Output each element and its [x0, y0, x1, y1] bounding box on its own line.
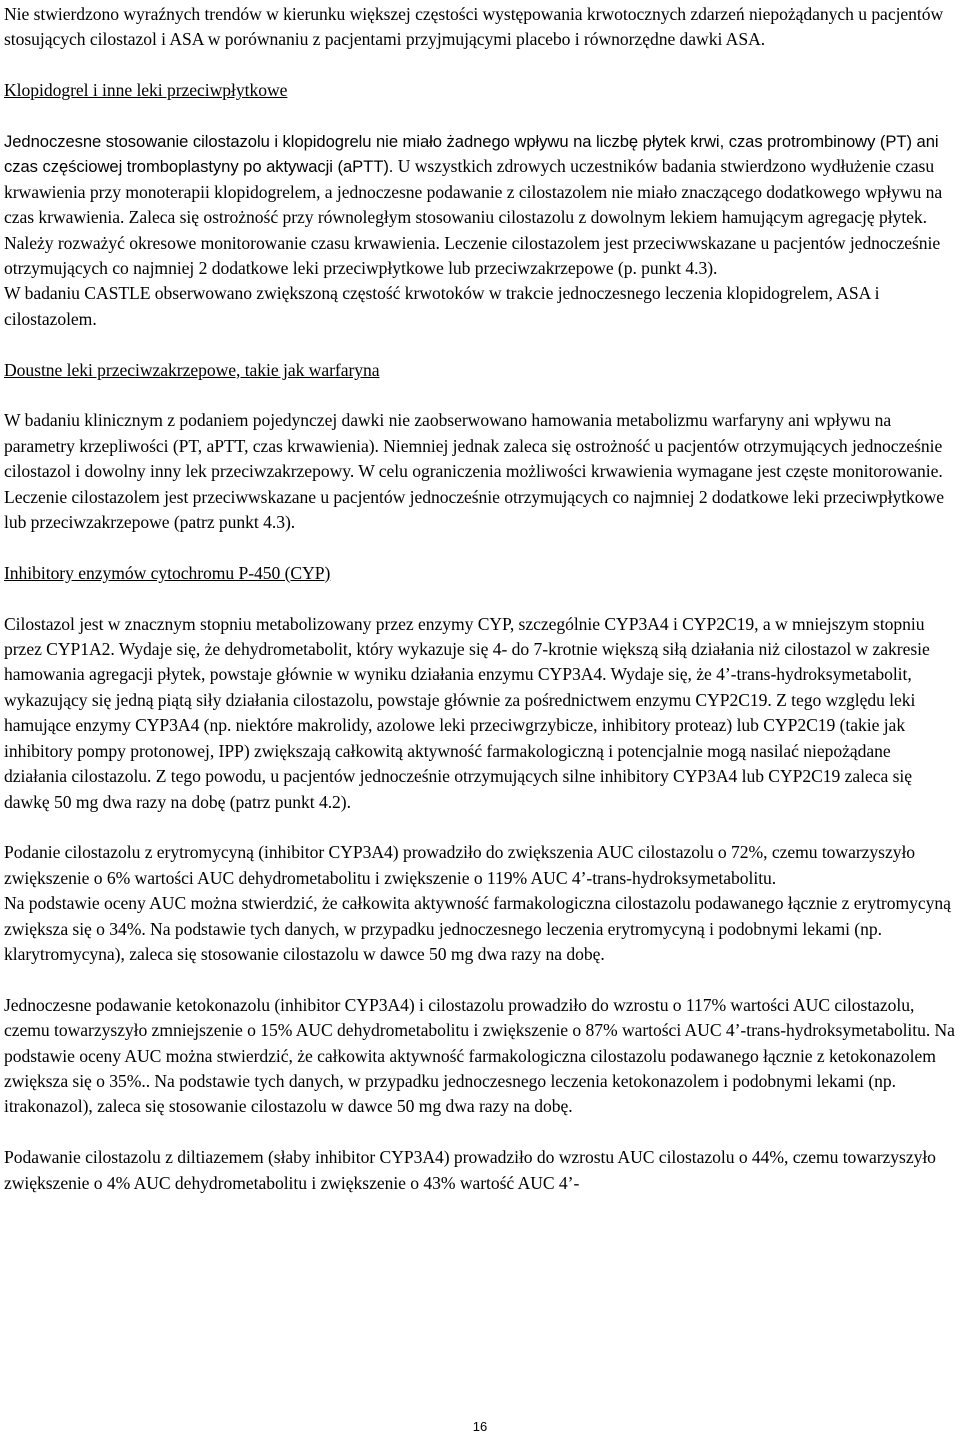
cyp-paragraph-2: Podanie cilostazolu z erytromycyną (inhibitor CYP3A4) prowadziło do zwiększenia AUC cilostazolu o 72%, czemu towarzyszyło zwiększenie o 6% wartości AUC dehydrometabolitu i zwiększenie o 119% AUC 4’-trans-hydroksymetabolitu.: [4, 842, 916, 888]
spacer: [4, 332, 956, 357]
intro-paragraph: Nie stwierdzono wyraźnych trendów w kierunku większej częstości występowania krwotocznych zdarzeń niepożądanych u pacjentów stosujących cilostazol i ASA w porównaniu z pacjentami przyjmującymi placebo i równorzędne dawki ASA.: [4, 4, 944, 50]
section-heading-cyp: Inhibitory enzymów cytochromu P-450 (CYP): [4, 562, 331, 583]
spacer: [4, 967, 956, 992]
clopidogrel-paragraph-1-sans-part: Jednoczesne stosowanie cilostazolu i klopidogrelu nie miało żadnego wpływu na liczbę płytek krwi, czas protrombinowy (PT) ani czas częściowej tromboplastyny po aktywacji (aPTT).: [4, 132, 939, 177]
section-heading-anticoagulants: Doustne leki przeciwzakrzepowe, takie jak warfaryna: [4, 359, 380, 380]
spacer: [4, 535, 956, 560]
spacer: [4, 815, 956, 840]
clopidogrel-paragraph-1: [4, 129, 956, 281]
anticoagulants-paragraph-1: W badaniu klinicznym z podaniem pojedynczej dawki nie zaobserwowano hamowania metabolizmu warfaryny ani wpływu na parametry krzepliwości (PT, aPTT, czas krwawienia). Niemniej jednak zaleca się ostrożność u pacjentów otrzymujących jednocześnie cilostazol i dowolny inny lek przeciwzakrzepowy. W celu ograniczenia możliwości krwawienia wymagane jest częste monitorowanie.: [4, 410, 943, 482]
spacer: [4, 586, 956, 611]
spacer: [4, 383, 956, 408]
page-number: 16: [472, 1419, 488, 1434]
clopidogrel-paragraph-2: W badaniu CASTLE obserwowano zwiększoną częstość krwotoków w trakcie jednoczesnego leczenia klopidogrelem, ASA i cilostazolem.: [4, 283, 880, 329]
anticoagulants-paragraph-2: Leczenie cilostazolem jest przeciwwskazane u pacjentów jednocześnie otrzymujących co najmniej 2 dodatkowe leki przeciwpłytkowe lub przeciwzakrzepowe (patrz punkt 4.3).: [4, 486, 944, 533]
document-body: [4, 2, 956, 1196]
section-heading-clopidogrel: Klopidogrel i inne leki przeciwpłytkowe: [4, 80, 288, 101]
spacer: [4, 104, 956, 129]
cyp-paragraph-4: Jednoczesne podawanie ketokonazolu (inhibitor CYP3A4) i cilostazolu prowadziło do wzrostu o 117% wartości AUC cilostazolu, czemu towarzyszyło zmniejszenie o 15% AUC dehydrometabolitu i zwiększenie o 87% wartości AUC 4’-trans-hydroksymetabolitu. Na podstawie oceny AUC można stwierdzić, że całkowita aktywność farmakologiczna cilostazolu podawanego łącznie z ketokonazolem zwiększa się o 35%.. Na podstawie tych danych, w przypadku jednoczesnego leczenia ketokonazolem i podobnymi lekami (np. itrakonazol), zaleca się stosowanie cilostazolu w dawce 50 mg dwa razy na dobę.: [4, 994, 955, 1117]
spacer: [4, 1120, 956, 1145]
cyp-paragraph-5: Podawanie cilostazolu z diltiazemem (słaby inhibitor CYP3A4) prowadziło do wzrostu AUC cilostazolu o 44%, czemu towarzyszyło zwiększenie o 4% AUC dehydrometabolitu i zwiększenie o 43% wartość AUC 4’-: [4, 1147, 936, 1193]
cyp-paragraph-1: Cilostazol jest w znacznym stopniu metabolizowany przez enzymy CYP, szczególnie CYP3A4 i CYP2C19, a w mniejszym stopniu przez CYP1A2. Wydaje się, że dehydrometabolit, który wykazuje się 4- do 7-krotnie większą siłą działania niż cilostazol w zakresie hamowania agregacji płytek, powstaje głównie w wyniku działania enzymu CYP3A4. Wydaje się, że 4’-trans-hydroksymetabolit, wykazujący się jedną piątą siły działania cilostazolu, powstaje głównie za pośrednictwem enzymu CYP2C19. Z tego względu leki hamujące enzymy CYP3A4 (np. niektóre makrolidy, azolowe leki przeciwgrzybicze, inhibitory proteaz) lub CYP2C19 (takie jak inhibitory pompy protonowej, IPP) zwiększają całkowitą aktywność farmakologiczną i potencjalnie mogą nasilać niepożądane działania cilostazolu. Z tego powodu, u pacjentów jednocześnie otrzymujących silne inhibitory CYP3A4 lub CYP2C19 zaleca się dawkę 50 mg dwa razy na dobę (patrz punkt 4.2).: [4, 613, 930, 812]
clopidogrel-paragraph-1-rest: U wszystkich zdrowych uczestników badania stwierdzono wydłużenie czasu krwawienia przy monoterapii klopidogrelem, a jednoczesne podawanie z cilostazolem nie miało znaczącego dodatkowego wpływu na czas krwawienia. Zaleca się ostrożność przy równoległym stosowaniu cilostazolu z dowolnym lekiem hamującym agregację płytek. Należy rozważyć okresowe monitorowanie czasu krwawienia. Leczenie cilostazolem jest przeciwwskazane u pacjentów jednocześnie otrzymujących co najmniej 2 dodatkowe leki przeciwpłytkowe lub przeciwzakrzepowe (p. punkt 4.3).: [4, 156, 943, 279]
cyp-paragraph-3: Na podstawie oceny AUC można stwierdzić, że całkowita aktywność farmakologiczna cilostazolu podawanego łącznie z erytromycyną zwiększa się o 34%. Na podstawie tych danych, w przypadku jednoczesnego leczenia erytromycyną i podobnymi lekami (np. klarytromycyna), zaleca się stosowanie cilostazolu w dawce 50 mg dwa razy na dobę.: [4, 893, 951, 964]
spacer: [4, 53, 956, 78]
